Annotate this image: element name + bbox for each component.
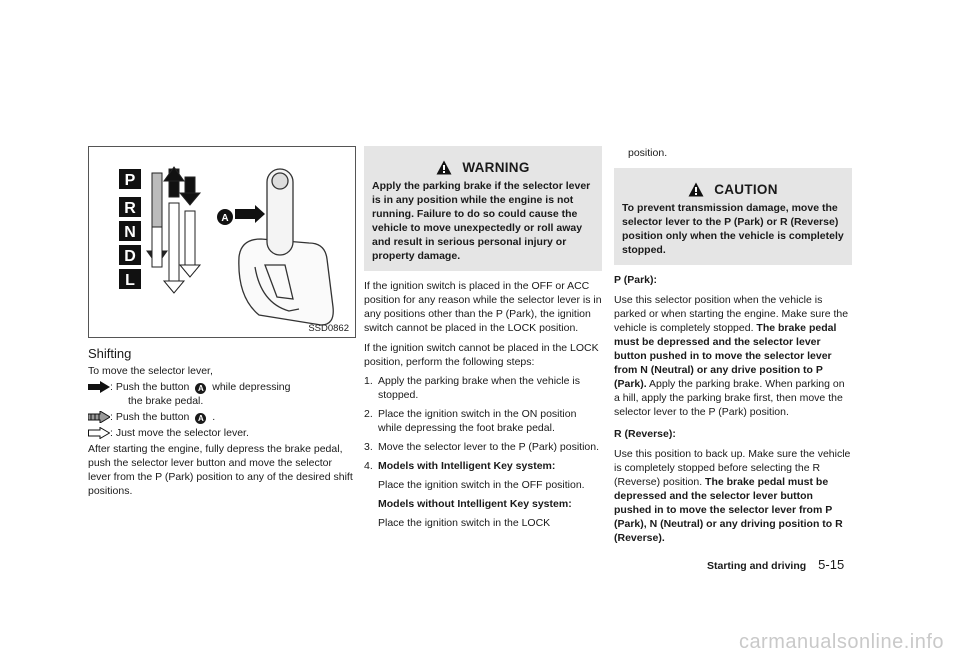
warning-box — [364, 146, 602, 271]
shifting-intro: To move the selector lever, — [88, 365, 213, 377]
legend-text-post: while depressing — [212, 381, 291, 393]
gear-letter-blocks — [119, 169, 141, 289]
continued-text: position. — [628, 147, 668, 159]
legend-row-outline — [88, 426, 356, 440]
warning-triangle-icon — [436, 160, 452, 175]
warning-title-text: WARNING — [462, 160, 530, 175]
caution-triangle-icon — [688, 182, 704, 197]
lever-console — [239, 169, 333, 325]
gear-letter-d: D — [124, 248, 136, 265]
step-text: Apply the parking brake when the vehicle is stopped. — [378, 375, 580, 401]
caution-box — [614, 168, 852, 265]
page-footer — [707, 557, 844, 572]
legend-text: : Just move the selector lever. — [110, 427, 249, 439]
caution-title — [622, 176, 844, 201]
step-text: Place the ignition switch in the ON position while depressing the foot brake pedal. — [378, 408, 577, 434]
warning-title — [372, 154, 594, 179]
legend-row-solid — [88, 380, 356, 408]
selector-lever-diagram — [89, 147, 355, 337]
step-4-b: Place the ignition switch in the LOCK — [378, 517, 551, 529]
shifting-paragraph: After starting the engine, fully depress the brake pedal, push the selector lever button and move the selector lever from the P (Park) position to any of the desired shift positions. — [88, 443, 353, 497]
column-right — [614, 146, 852, 545]
legend-text-cont: the brake pedal. — [128, 395, 204, 407]
step-4-b-head: Models without Intelligent Key system: — [378, 498, 572, 510]
step-number: 3. — [364, 441, 373, 453]
reverse-text: Use this position to back up. Make sure the vehicle is completely stopped before selecting the R (Reverse) position. — [614, 448, 851, 488]
marker-a-icon: A — [195, 383, 206, 394]
outline-arrow-icon — [88, 427, 110, 439]
step-text: Move the selector lever to the P (Park) position. — [378, 441, 599, 453]
step-number: 2. — [364, 408, 373, 420]
shift-arrows — [147, 167, 200, 293]
step-number: 1. — [364, 375, 373, 387]
park-text-2: Apply the parking brake. When parking on a hill, apply the parking brake first, then move the selector lever to the P (Park) position. — [614, 378, 845, 418]
section-title-shifting: Shifting — [88, 346, 132, 361]
caution-title-text: CAUTION — [714, 182, 778, 197]
legend-text-post: . — [212, 411, 216, 423]
legend-text: : Push the button — [110, 411, 190, 423]
step-text: Models with Intelligent Key system: — [378, 460, 556, 472]
svg-text:A: A — [221, 213, 229, 224]
figure-id: SSD0862 — [308, 323, 349, 334]
park-heading: P (Park): — [614, 274, 657, 286]
gear-letter-p: P — [124, 172, 136, 189]
ignition-para-1: If the ignition switch is placed in the OFF or ACC position for any reason while the selector lever is in any positions other than the P (Park), the ignition switch cannot be placed in the LOCK position. — [364, 280, 602, 334]
warning-body: Apply the parking brake if the selector lever is in any position while the engine is not running. Failure to do so could cause the vehicle to move unexpectedly or roll away and result in serious personal injury or property damage. — [372, 180, 591, 262]
park-paragraph — [614, 293, 852, 419]
column-middle — [364, 146, 602, 530]
reverse-paragraph — [614, 447, 852, 545]
column-left — [88, 146, 356, 498]
footer-section: Starting and driving — [707, 560, 807, 572]
legend-row-hatched — [88, 410, 356, 424]
step-1 — [364, 374, 602, 402]
step-4-a: Place the ignition switch in the OFF position. — [378, 479, 585, 491]
page-number: 5-15 — [818, 557, 845, 572]
reverse-heading: R (Reverse): — [614, 428, 676, 440]
step-number: 4. — [364, 460, 373, 472]
gear-letter-l: L — [125, 272, 135, 289]
step-2 — [364, 407, 602, 435]
caution-body: To prevent transmission damage, move the selector lever to the P (Park) or R (Reverse) position only when the vehicle is completely stopped. — [622, 202, 844, 256]
watermark: carmanualsonline.info — [738, 631, 944, 653]
step-4 — [364, 459, 602, 473]
callout-a — [217, 205, 265, 225]
hatched-arrow-icon — [88, 411, 110, 423]
legend-text: : Push the button — [110, 381, 190, 393]
selector-lever-figure — [88, 146, 356, 338]
solid-arrow-icon — [88, 381, 110, 393]
marker-a-icon: A — [195, 413, 206, 424]
gear-letter-r: R — [124, 200, 136, 217]
steps-list — [364, 374, 602, 473]
park-text-1: Use this selector position when the vehicle is parked or when starting the engine. Make sure the vehicle is completely stopped. — [614, 294, 849, 334]
step-3 — [364, 440, 602, 454]
gear-letter-n: N — [124, 224, 136, 241]
reverse-text-bold: The brake pedal must be depressed and the selector lever button pushed in to move the selector lever from P (Park), N (Neutral) or any driving position to R (Reverse). — [614, 476, 843, 544]
park-text-bold: The brake pedal must be depressed and the selector lever button pushed in to move the selector lever from N (Neutral) or any drive position to P (Park). — [614, 322, 837, 390]
ignition-para-2: If the ignition switch cannot be placed in the LOCK position, perform the following steps: — [364, 342, 599, 368]
